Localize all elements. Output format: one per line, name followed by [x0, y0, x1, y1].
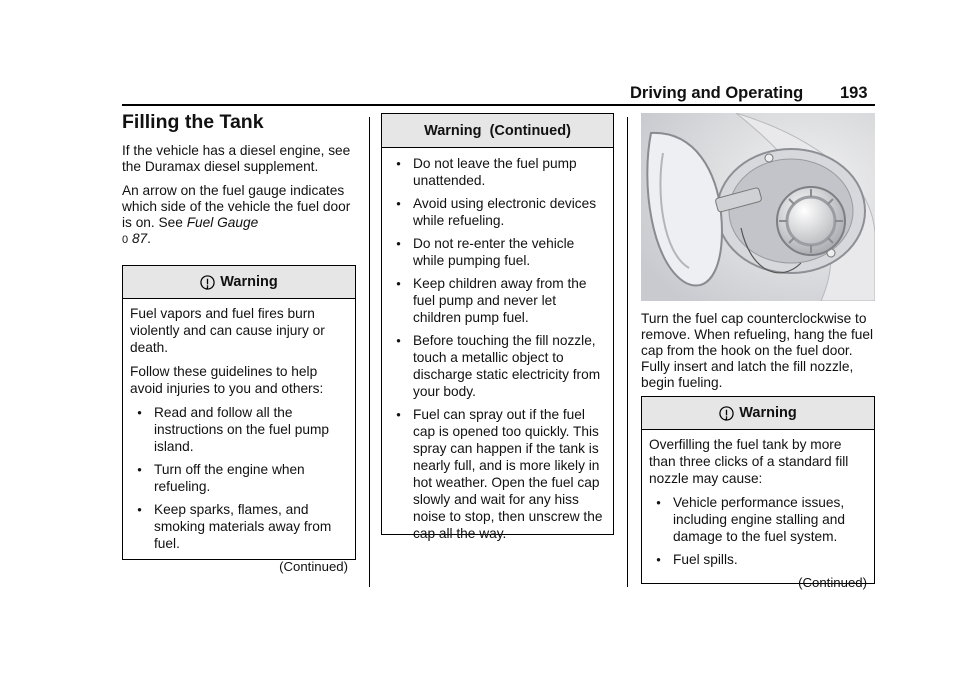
bullet-item: ● Avoid using electronic devices while refueling. [389, 195, 606, 229]
continued-label: (Continued) [279, 559, 348, 574]
header-rule [122, 104, 875, 106]
warning-title: Warning [220, 274, 278, 290]
column-1 [122, 111, 356, 574]
warning-icon [200, 275, 215, 290]
warning-header [382, 114, 613, 148]
warning-body [123, 299, 355, 581]
column-divider [627, 117, 628, 587]
warning-text: Overfilling the fuel tank by more than three clicks of a standard fill nozzle may cause: [649, 437, 849, 486]
page-ref-icon: 0 [122, 234, 129, 246]
bullet-icon: ● [396, 279, 401, 288]
warning-title: Warning (Continued) [424, 122, 571, 139]
bullet-icon: ● [656, 555, 661, 564]
bullet-icon: ● [396, 239, 401, 248]
column-3-text [641, 311, 877, 399]
warning-title: Warning [739, 405, 797, 421]
fuel-cap-illustration-icon [641, 113, 875, 301]
warning-box [122, 265, 356, 574]
paragraph: If the vehicle has a diesel engine, see the Duramax diesel supplement. [122, 143, 351, 174]
bullet-item: ● Turn off the engine when refueling. [130, 461, 348, 495]
bullet-icon: ● [396, 159, 401, 168]
paragraph: An arrow on the fuel gauge indicates which side of the vehicle the fuel door is on. See Fuel Gauge 0 87. [122, 183, 351, 246]
cross-reference-link[interactable]: Fuel Gauge [186, 215, 259, 230]
bullet-icon: ● [656, 498, 661, 507]
page-ref-number[interactable]: 87 [131, 231, 148, 246]
warning-header [642, 397, 874, 430]
paragraph: Turn the fuel cap counterclockwise to remove. When refueling, hang the fuel cap from the hook on the fuel door. Fully insert and latch the fill nozzle, begin fueling. [641, 311, 874, 390]
bullet-icon: ● [137, 465, 142, 474]
continued-label: (Continued) [798, 575, 867, 590]
bullet-icon: ● [396, 199, 401, 208]
bullet-item: ● Do not leave the fuel pump unattended. [389, 155, 606, 189]
column-divider [369, 117, 370, 587]
bullet-icon: ● [137, 408, 142, 417]
warning-icon [719, 406, 734, 421]
warning-box [641, 396, 875, 590]
bullet-icon: ● [396, 410, 401, 419]
warning-text: Fuel vapors and fuel fires burn violently and can cause injury or death. [130, 306, 325, 355]
running-header-section: Driving and Operating [630, 84, 804, 102]
warning-box-continued [381, 113, 614, 541]
bullet-item: ● Read and follow all the instructions on the fuel pump island. [130, 404, 348, 455]
bullet-item: ● Keep sparks, flames, and smoking materials away from fuel. [130, 501, 348, 552]
bullet-item: ● Fuel can spray out if the fuel cap is opened too quickly. This spray can happen if the tank is nearly full, and is more likely in hot weather. Open the fuel cap slowly and wait for any hiss noise to stop, then unscrew the cap all the way. [389, 406, 606, 542]
warning-text: Follow these guidelines to help avoid injuries to you and others: [130, 364, 324, 396]
bullet-item: ● Fuel spills. [649, 551, 867, 568]
warning-header [123, 266, 355, 299]
bullet-icon: ● [396, 336, 401, 345]
bullet-item: ● Do not re-enter the vehicle while pumping fuel. [389, 235, 606, 269]
fuel-cap-photo [641, 113, 875, 301]
paragraph-text: An arrow on the fuel gauge indicates which side of the vehicle the fuel door is on. See [122, 183, 351, 230]
page-number: 193 [840, 84, 868, 102]
warning-body [382, 148, 613, 554]
section-title: Filling the Tank [122, 111, 264, 133]
bullet-item: ● Before touching the fill nozzle, touch a metallic object to discharge static electricity from your body. [389, 332, 606, 400]
warning-body [642, 430, 874, 597]
bullet-item: ● Keep children away from the fuel pump and never let children pump fuel. [389, 275, 606, 326]
bullet-item: ● Vehicle performance issues, including engine stalling and damage to the fuel system. [649, 494, 867, 545]
bullet-icon: ● [137, 505, 142, 514]
